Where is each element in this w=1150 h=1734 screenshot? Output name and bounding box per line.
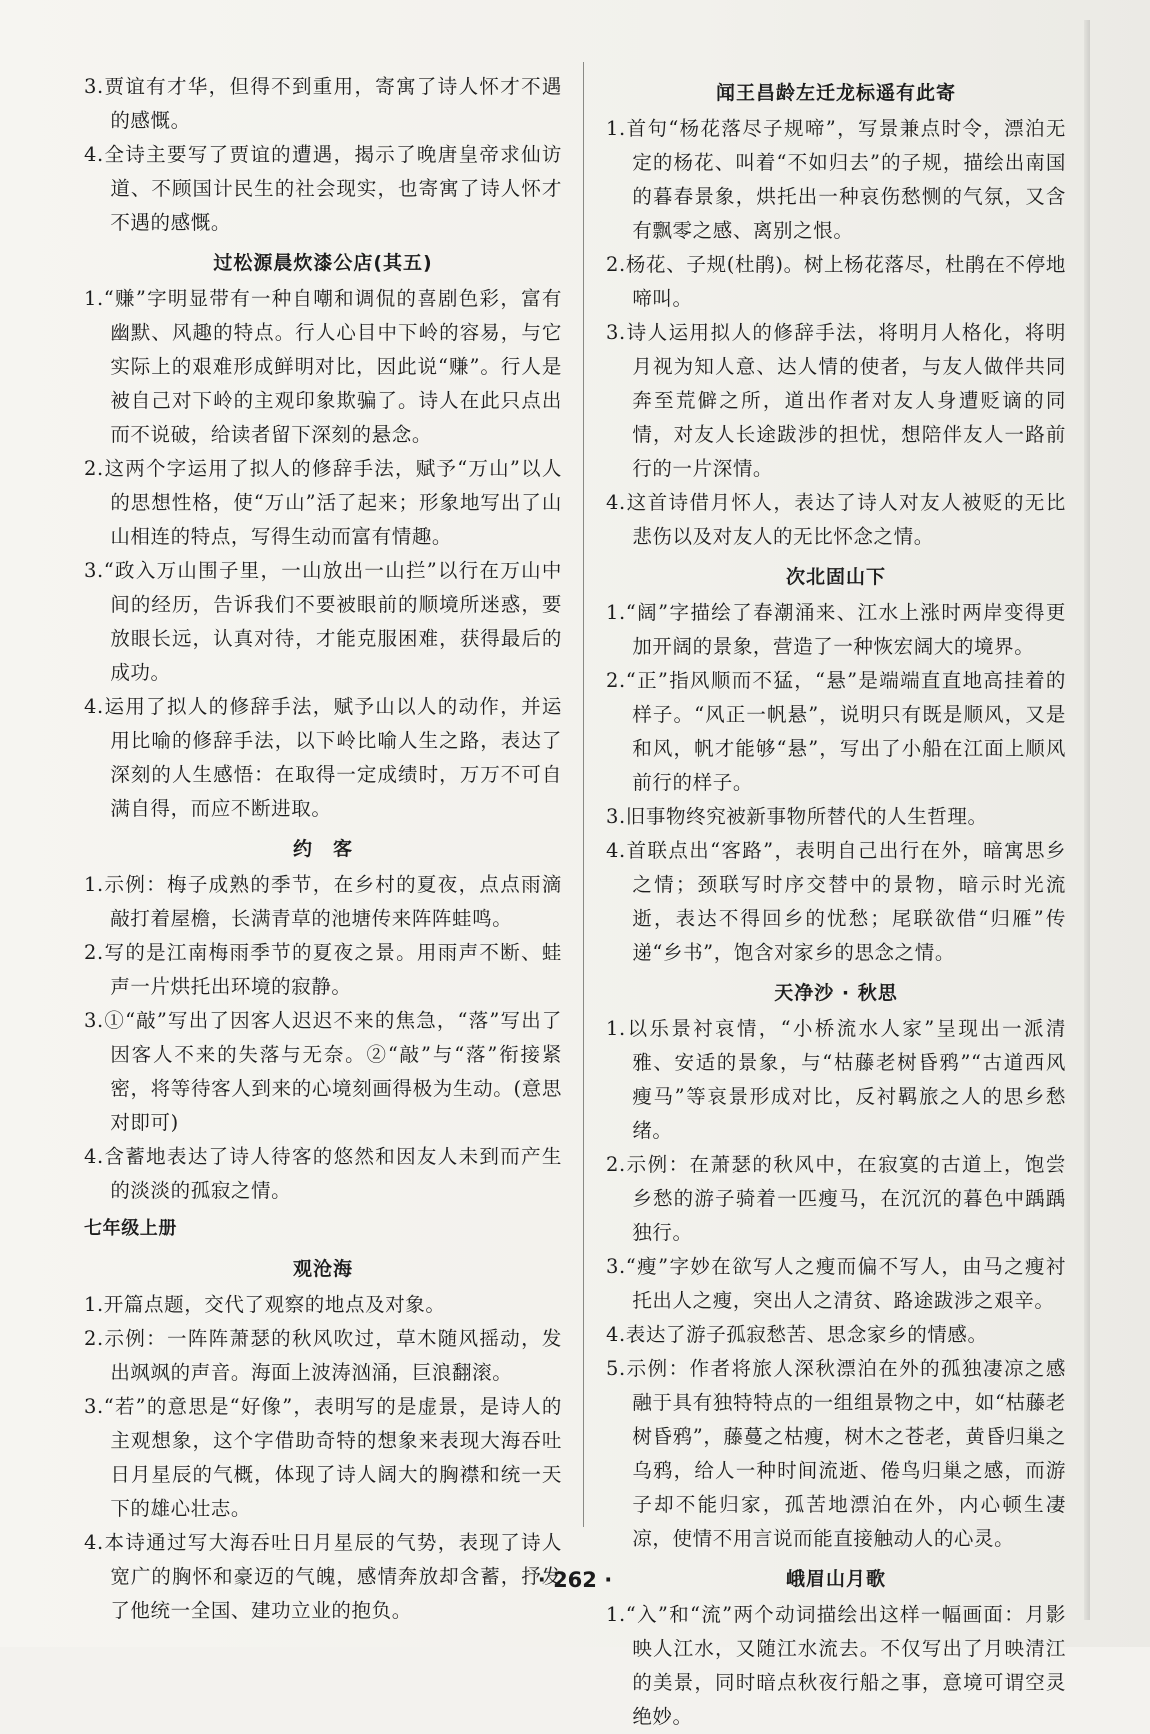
answer-item: 4.表达了游子孤寂愁苦、思念家乡的情感。 (606, 1323, 988, 1346)
section-title: 闻王昌龄左迁龙标遥有此寄 (715, 82, 956, 104)
answer-item: 2.杨花、子规(杜鹃)。树上杨花落尽，杜鹃在不停地啼叫。 (606, 253, 1066, 310)
answer-item: 4.运用了拟人的修辞手法，赋予山以人的动作，并运用比喻的修辞手法，以下岭比喻人生之路，表达了深刻的人生感悟：在取得一定成绩时，万万不可自满自得，而应不断进取。 (84, 695, 562, 820)
answer-item: 1.“入”和“流”两个动词描绘出这样一幅画面：月影映人江水，又随江水流去。不仅写出了月映清江的美景，同时暗点秋夜行船之事，意境可谓空灵绝妙。 (606, 1603, 1066, 1728)
answer-item: 2.示例：一阵阵萧瑟的秋风吹过，草木随风摇动，发出飒飒的声音。海面上波涛汹涌，巨浪翻滚。 (84, 1327, 562, 1384)
answer-item: 4.本诗通过写大海吞吐日月星辰的气势，表现了诗人宽广的胸怀和豪迈的气魄，感情奔放却含蓄，抒发了他统一全国、建功立业的抱负。 (84, 1531, 562, 1622)
answer-item: 1.以乐景衬哀情，“小桥流水人家”呈现出一派清雅、安适的景象，与“枯藤老树昏鸦”“古道西风瘦马”等哀景形成对比，反衬羁旅之人的思乡愁绪。 (606, 1017, 1066, 1142)
section-title: 观沧海 (292, 1258, 353, 1280)
answer-item: 3.旧事物终究被新事物所替代的人生哲理。 (606, 805, 988, 828)
section-title: 约 客 (292, 838, 353, 860)
answer-item: 2.写的是江南梅雨季节的夏夜之景。用雨声不断、蛙声一片烘托出环境的寂静。 (84, 941, 562, 998)
answer-item: 3.①“敲”写出了因客人迟迟不来的焦急，“落”写出了因客人不来的失落与无奈。②“敲”与“落”衔接紧密，将等待客人到来的心境刻画得极为生动。(意思对即可) (84, 1009, 562, 1134)
answer-item: 3.“若”的意思是“好像”，表明写的是虚景，是诗人的主观想象，这个字借助奇特的想象来表现大海吞吐日月星辰的气概，体现了诗人阔大的胸襟和统一天下的雄心壮志。 (84, 1395, 562, 1520)
answer-item: 1.首句“杨花落尽子规啼”，写景兼点时令，漂泊无定的杨花、叫着“不如归去”的子规，描绘出南国的暮春景象，烘托出一种哀伤愁恻的气氛，又含有飘零之感、离别之恨。 (606, 117, 1066, 242)
answer-item: 4.这首诗借月怀人，表达了诗人对友人被贬的无比悲伤以及对友人的无比怀念之情。 (606, 491, 1066, 548)
answer-item: 4.全诗主要写了贾谊的遭遇，揭示了晚唐皇帝求仙访道、不顾国计民生的社会现实，也寄寓了诗人怀才不遇的感慨。 (84, 143, 562, 234)
answer-item: 1.示例：梅子成熟的季节，在乡村的夏夜，点点雨滴敲打着屋檐，长满青草的池塘传来阵阵蛙鸣。 (84, 873, 562, 930)
answer-item: 4.首联点出“客路”，表明自己出行在外，暗寓思乡之情；颈联写时序交替中的景物，暗示时光流逝，表达不得回乡的忧愁；尾联欲借“归雁”传递“乡书”，饱含对家乡的思念之情。 (606, 839, 1066, 964)
answer-item: 3.“政入万山围子里，一山放出一山拦”以行在万山中间的经历，告诉我们不要被眼前的顺境所迷惑，要放眼长远，认真对待，才能克服困难，获得最后的成功。 (84, 559, 562, 684)
answer-item: 1.“阔”字描绘了春潮涌来、江水上涨时两岸变得更加开阔的景象，营造了一种恢宏阔大的境界。 (606, 601, 1066, 658)
answer-item: 3.诗人运用拟人的修辞手法，将明月人格化，将明月视为知人意、达人情的使者，与友人做伴共同奔至荒僻之所，道出作者对友人身遭贬谪的同情，对友人长途跋涉的担忧，想陪伴友人一路前行的一片深情。 (606, 321, 1066, 480)
answer-item: 1.开篇点题，交代了观察的地点及对象。 (84, 1293, 446, 1316)
column-divider (583, 62, 584, 1527)
answer-item: 3.“瘦”字妙在欲写人之瘦而偏不写人，由马之瘦衬托出人之瘦，突出人之清贫、路途跋涉之艰辛。 (606, 1255, 1066, 1312)
answer-item: 2.“正”指风顺而不猛，“悬”是端端直直地高挂着的样子。“风正一帆悬”，说明只有既是顺风，又是和风，帆才能够“悬”，写出了小船在江面上顺风前行的样子。 (606, 669, 1066, 794)
page-edge-shadow (1084, 20, 1090, 1620)
section-title: 天净沙 · 秋思 (774, 982, 898, 1004)
section-title: 峨眉山月歌 (785, 1568, 886, 1590)
answer-item: 2.示例：在萧瑟的秋风中，在寂寞的古道上，饱尝乡愁的游子骑着一匹瘦马，在沉沉的暮色中踽踽独行。 (606, 1153, 1066, 1244)
section-title: 次北固山下 (785, 566, 886, 588)
page-number: · 262 · (537, 1568, 613, 1592)
answer-item: 2.这两个字运用了拟人的修辞手法，赋予“万山”以人的思想性格，使“万山”活了起来；形象地写出了山山相连的特点，写得生动而富有情趣。 (84, 457, 562, 548)
grade-heading: 七年级上册 (84, 1218, 177, 1239)
answer-item: 3.贾谊有才华，但得不到重用，寄寓了诗人怀才不遇的感慨。 (84, 75, 562, 132)
left-column (84, 70, 562, 1628)
answer-item: 5.示例：作者将旅人深秋漂泊在外的孤独凄凉之感融于具有独特特点的一组组景物之中，如“枯藤老树昏鸦”，藤蔓之枯瘦，树木之苍老，黄昏归巢之乌鸦，给人一种时间流逝、倦鸟归巢之感，而游子却不能归家，孤苦地漂泊在外，内心顿生凄凉，使情不用言说而能直接触动人的心灵。 (606, 1357, 1066, 1550)
answer-item: 4.含蓄地表达了诗人待客的悠然和因友人未到而产生的淡淡的孤寂之情。 (84, 1145, 562, 1202)
right-column (606, 70, 1066, 1734)
section-title: 过松源晨炊漆公店(其五) (213, 252, 433, 274)
answer-item: 1.“赚”字明显带有一种自嘲和调侃的喜剧色彩，富有幽默、风趣的特点。行人心目中下岭的容易，与它实际上的艰难形成鲜明对比，因此说“赚”。行人是被自己对下岭的主观印象欺骗了。诗人在此只点出而不说破，给读者留下深刻的悬念。 (84, 287, 562, 446)
